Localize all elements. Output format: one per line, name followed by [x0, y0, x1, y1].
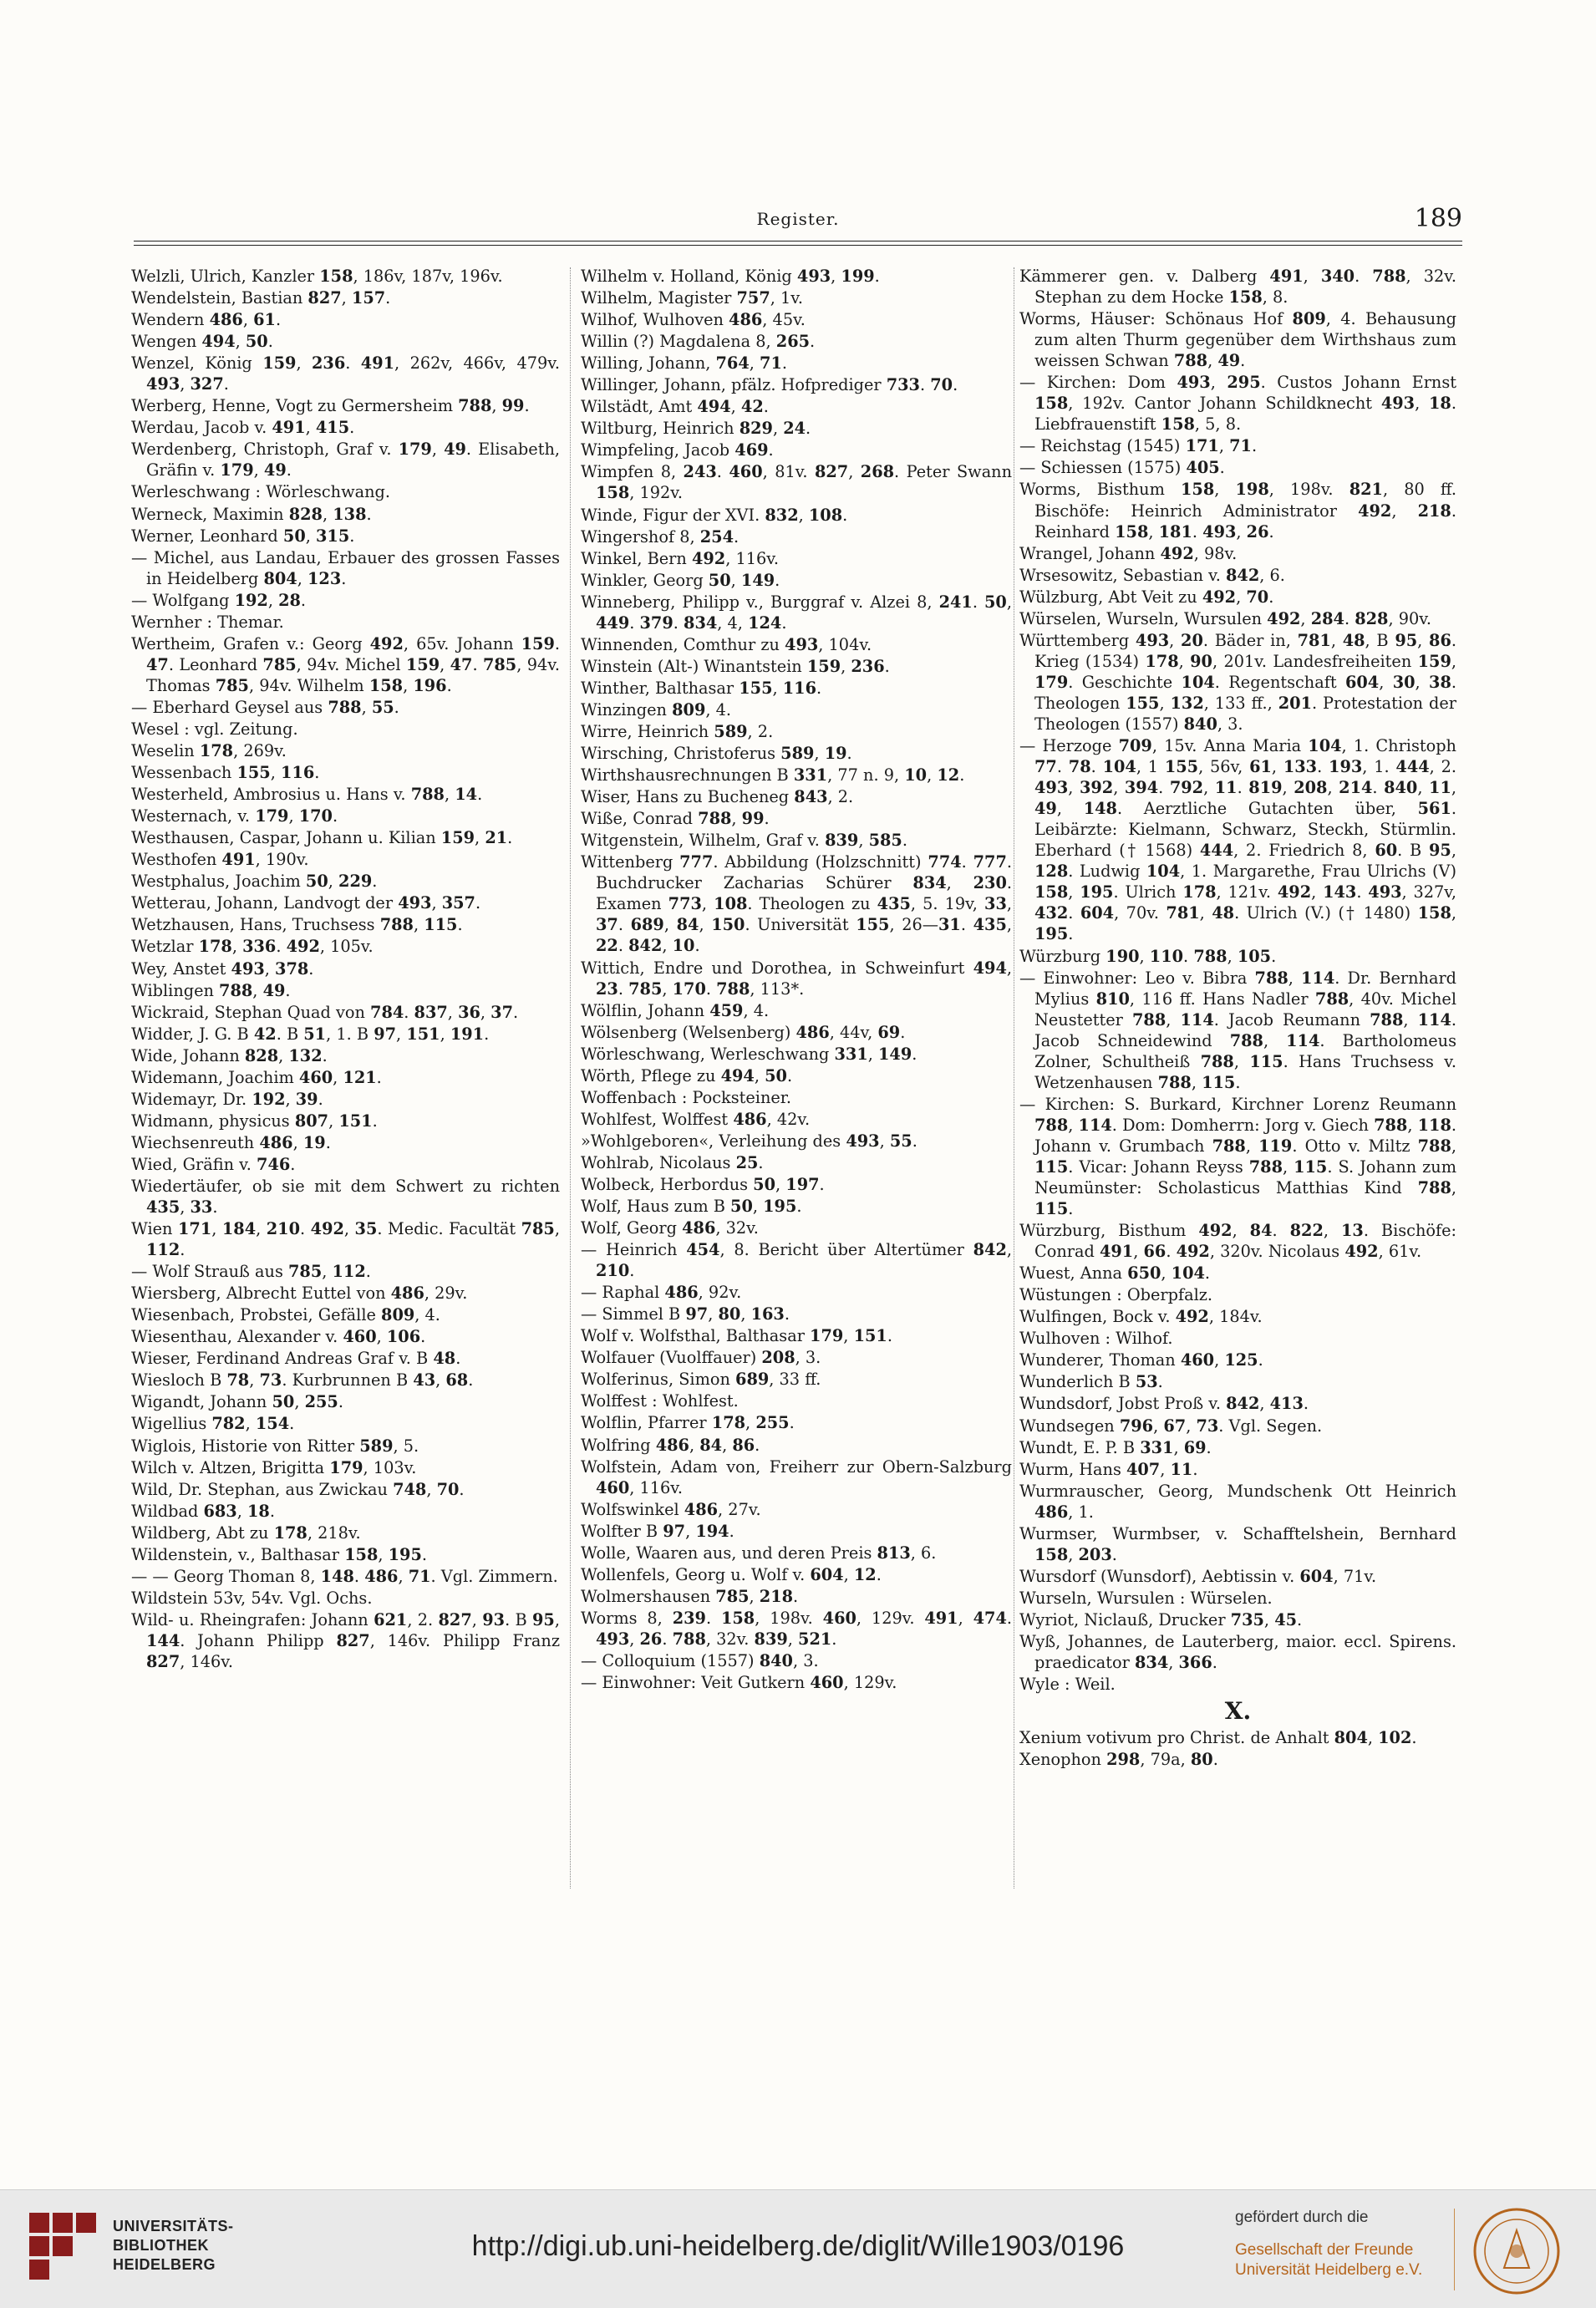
register-entry: Wollenfels, Georg u. Wolf v. 604, 12.: [581, 1564, 882, 1584]
register-entry: Worms, Häuser: Schönaus Hof 809, 4. Behausung zum alten Thurm gegenüber dem Wirthshaus zum weissen Schwan 788, 49.: [1019, 309, 1456, 371]
register-entry: Wolf, Haus zum B 50, 195.: [581, 1197, 802, 1217]
register-entry: Wolfter B 97, 194.: [581, 1521, 734, 1541]
register-entry: — Kirchen: S. Burkard, Kirchner Lorenz Reumann 788, 114. Dom: Domherrn: Jorg v. Giech 788, 118. Johann v. Grumbach 788, 119. Otto v. Miltz 788, 115. Vicar: Johann Reyss 788, 115. S. Johann zum Neumünster: Scholasticus Matthias Kind 788, 115.: [1019, 1094, 1457, 1219]
register-entry: Wilhelm v. Holland, König 493, 199.: [581, 267, 880, 286]
library-name-line: BIBLIOTHEK: [113, 2237, 209, 2254]
register-entry: Wimpfen 8, 243. 460, 81v. 827, 268. Peter Swann 158, 192v.: [581, 462, 1013, 503]
register-entry: Weselin 178, 269v.: [131, 741, 287, 761]
register-entry: Wernher : Themar.: [131, 612, 284, 632]
register-entry: — Einwohner: Leo v. Bibra 788, 114. Dr. Bernhard Mylius 810, 116 ff. Hans Nadler 788, 40v. Michel Neustetter 788, 114. Jacob Reumann 788, 114. Jacob Schneidewind 788, 114. Bartholomeus Zolner, Schultheiß 788, 115. Hans Truchsess v. Wetzenhausen 788, 115.: [1019, 968, 1457, 1092]
footer-divider: [1454, 2209, 1455, 2290]
register-entry: Wundt, E. P. B 331, 69.: [1019, 1437, 1212, 1457]
register-entry: Westhofen 491, 190v.: [131, 850, 309, 870]
register-entry: Wirsching, Christoferus 589, 19.: [581, 744, 852, 764]
register-entry: Winkler, Georg 50, 149.: [581, 570, 780, 590]
register-entry: Wittich, Endre und Dorothea, in Schweinfurt 494, 23. 785, 170. 788, 113*.: [581, 958, 1012, 999]
register-entry: — Eberhard Geysel aus 788, 55.: [131, 697, 399, 717]
register-entry: »Wohlgeboren«, Verleihung des 493, 55.: [581, 1131, 917, 1151]
register-entry: Wiblingen 788, 49.: [131, 980, 291, 1000]
register-entry: Wiesloch B 78, 73. Kurbrunnen B 43, 68.: [131, 1370, 474, 1390]
register-entry: Wickraid, Stephan Quad von 784. 837, 36, 37.: [131, 1002, 519, 1022]
register-entry: Wundsdorf, Jobst Proß v. 842, 413.: [1019, 1394, 1309, 1414]
register-entry: Wurseln, Wursulen : Würselen.: [1019, 1588, 1273, 1608]
register-section-letter: X.: [1224, 1697, 1252, 1726]
register-entry: Wiersberg, Albrecht Euttel von 486, 29v.: [131, 1284, 468, 1304]
register-entry: Wyriot, Niclauß, Drucker 735, 45.: [1019, 1609, 1303, 1629]
column-divider: [570, 267, 571, 1889]
register-entry: Wyß, Johannes, de Lauterberg, maior. eccl. Spirens. praedicator 834, 366.: [1019, 1632, 1456, 1673]
register-entry: Wyle : Weil.: [1019, 1675, 1116, 1695]
register-entry: Wilhelm, Magister 757, 1v.: [581, 288, 804, 308]
register-entry: Wendelstein, Bastian 827, 157.: [131, 288, 391, 308]
register-entry: Wetterau, Johann, Landvogt der 493, 357.: [131, 893, 481, 913]
register-entry: Witgenstein, Wilhelm, Graf v. 839, 585.: [581, 831, 907, 851]
register-entry: Wildbad 683, 18.: [131, 1501, 275, 1521]
register-entry: Wiesenthau, Alexander v. 460, 106.: [131, 1327, 426, 1347]
sponsor-text: gefördert durch die: [1235, 2209, 1369, 2226]
register-entry: Wulhoven : Wilhof.: [1019, 1329, 1173, 1349]
register-entry: Willinger, Johann, pfälz. Hofprediger 733. 70.: [581, 375, 958, 395]
register-entry: Wetzlar 178, 336. 492, 105v.: [131, 937, 374, 957]
register-entry: Wolferinus, Simon 689, 33 ff.: [581, 1370, 821, 1390]
register-entry: Westhausen, Caspar, Johann u. Kilian 159, 21.: [131, 828, 513, 848]
register-entry: Wrangel, Johann 492, 98v.: [1019, 543, 1238, 563]
register-entry: Wirre, Heinrich 589, 2.: [581, 721, 774, 741]
register-entry: Würzburg 190, 110. 788, 105.: [1019, 946, 1277, 966]
register-entry: Worms 8, 239. 158, 198v. 460, 129v. 491, 474. 493, 26. 788, 32v. 839, 521.: [581, 1608, 1013, 1649]
register-entry: Württemberg 493, 20. Bäder in, 781, 48, B 95, 86. Krieg (1534) 178, 90, 201v. Landesfreiheiten 159, 179. Geschichte 104. Regentschaft 604, 30, 38. Theologen 155, 132, 133 ff., 201. Protestation der Theologen (1557) 840, 3.: [1019, 630, 1457, 734]
register-entry: Wendern 486, 61.: [131, 310, 282, 330]
register-entry: Wirthshausrechnungen B 331, 77 n. 9, 10, 12.: [581, 765, 965, 785]
register-entry: Widemayr, Dr. 192, 39.: [131, 1089, 323, 1109]
register-entry: Wittenberg 777. Abbildung (Holzschnitt) 774. 777. Buchdrucker Zacharias Schürer 834, 230. Examen 773, 108. Theologen zu 435, 5. 19v, 33, 37. 689, 84, 150. Universität 155, 26—31. 435, 22. 842, 10.: [581, 852, 1013, 956]
register-entry: Wiße, Conrad 788, 99.: [581, 809, 770, 829]
register-entry: Wilch v. Altzen, Brigitta 179, 103v.: [131, 1457, 417, 1477]
register-entry: Wildenstein, v., Balthasar 158, 195.: [131, 1544, 428, 1564]
register-entry: Winzingen 809, 4.: [581, 699, 732, 719]
library-name-line: UNIVERSITÄTS-: [113, 2218, 234, 2234]
register-entry: Winde, Figur der XVI. 832, 108.: [581, 505, 848, 525]
register-entry: Wunderer, Thoman 460, 125.: [1019, 1350, 1263, 1370]
register-entry: Welzli, Ulrich, Kanzler 158, 186v, 187v, 196v.: [131, 267, 503, 286]
register-entry: Wolbeck, Herbordus 50, 197.: [581, 1174, 825, 1194]
register-entry: Wurm, Hans 407, 11.: [1019, 1459, 1198, 1479]
register-entry: — Heinrich 454, 8. Bericht über Altertümer 842, 210.: [581, 1240, 1012, 1281]
register-column-2: [581, 266, 1012, 1694]
register-entry: Werner, Leonhard 50, 315.: [131, 526, 355, 546]
register-entry: Würzburg, Bisthum 492, 84. 822, 13. Bischöfe: Conrad 491, 66. 492, 320v. Nicolaus 492, 61v.: [1019, 1221, 1457, 1262]
register-entry: Wesel : vgl. Zeitung.: [131, 719, 298, 739]
register-entry: Wolfstein, Adam von, Freiherr zur Obern-Salzburg 460, 116v.: [581, 1456, 1012, 1497]
register-entry: Wiechsenreuth 486, 19.: [131, 1132, 331, 1152]
register-entry: Wertheim, Grafen v.: Georg 492, 65v. Johann 159. 47. Leonhard 785, 94v. Michel 159, 47. 785, 94v. Thomas 785, 94v. Wilhelm 158, 196.: [131, 633, 560, 695]
header-rule-bottom: [134, 245, 1462, 246]
register-entry: Widder, J. G. B 42. B 51, 1. B 97, 151, 191.: [131, 1024, 490, 1044]
digitization-footer: [0, 2189, 1596, 2308]
register-entry: Wölflin, Johann 459, 4.: [581, 1000, 770, 1020]
register-entry: — Kirchen: Dom 493, 295. Custos Johann Ernst 158, 192v. Cantor Johann Schildknecht 493, 18. Liebfrauenstift 158, 5, 8.: [1019, 373, 1456, 435]
register-entry: — Wolfgang 192, 28.: [131, 590, 307, 610]
register-entry: Wolfring 486, 84, 86.: [581, 1435, 760, 1455]
register-entry: Willin (?) Magdalena 8, 265.: [581, 332, 816, 352]
society-name-line: Gesellschaft der Freunde: [1235, 2241, 1414, 2259]
register-entry: Wigandt, Johann 50, 255.: [131, 1392, 343, 1412]
register-column-3: [1019, 266, 1456, 1771]
register-entry: Woffenbach : Pocksteiner.: [581, 1087, 792, 1107]
register-entry: Wingershof 8, 254.: [581, 526, 740, 546]
register-entry: Wiedertäufer, ob sie mit dem Schwert zu richten 435, 33.: [131, 1176, 560, 1218]
university-seal-icon: [1471, 2205, 1563, 2297]
register-entry: Willing, Johann, 764, 71.: [581, 353, 788, 374]
register-entry: Wülzburg, Abt Veit zu 492, 70.: [1019, 587, 1274, 607]
register-entry: Wessenbach 155, 116.: [131, 763, 320, 783]
register-entry: Wieser, Ferdinand Andreas Graf v. B 48.: [131, 1349, 461, 1369]
register-entry: Winkel, Bern 492, 116v.: [581, 548, 779, 568]
register-entry: — Herzoge 709, 15v. Anna Maria 104, 1. Christoph 77. 78. 104, 1 155, 56v, 61, 133. 193, 1. 444, 2. 493, 392, 394. 792, 11. 819, 208, 214. 840, 11, 49, 148. Aerztliche Gutachten über, 561. Leibärzte: Kielmann, Schwarz, Steckh, Stürmlin. Eberhard († 1568) 444, 2. Friedrich 8, 60. B 95, 128. Ludwig 104, 1. Margarethe, Frau Ulrichs (V) 158, 195. Ulrich 178, 121v. 492, 143. 493, 327v, 432. 604, 70v. 781, 48. Ulrich (V.) († 1480) 158, 195.: [1019, 736, 1457, 944]
register-entry: Winstein (Alt-) Winantstein 159, 236.: [581, 656, 890, 676]
register-entry: Werberg, Henne, Vogt zu Germersheim 788, 99.: [131, 396, 530, 416]
register-entry: Werleschwang : Wörleschwang.: [131, 482, 390, 502]
register-entry: Wild, Dr. Stephan, aus Zwickau 748, 70.: [131, 1479, 465, 1499]
register-entry: — Einwohner: Veit Gutkern 460, 129v.: [581, 1673, 897, 1693]
register-entry: Würselen, Wurseln, Wursulen 492, 284. 828, 90v.: [1019, 608, 1431, 628]
register-entry: Wenzel, König 159, 236. 491, 262v, 466v, 479v. 493, 327.: [131, 353, 560, 394]
register-entry: Kämmerer gen. v. Dalberg 491, 340. 788, 32v. Stephan zu dem Hocke 158, 8.: [1019, 267, 1456, 308]
register-entry: Wolle, Waaren aus, und deren Preis 813, 6.: [581, 1543, 937, 1563]
register-entry: Wüstungen : Oberpfalz.: [1019, 1285, 1213, 1305]
page-header: [134, 204, 1462, 242]
register-entry: Wurmser, Wurmbser, v. Schafftelshein, Bernhard 158, 203.: [1019, 1523, 1456, 1564]
register-entry: Wuest, Anna 650, 104.: [1019, 1263, 1211, 1284]
register-entry: — Reichstag (1545) 171, 71.: [1019, 436, 1258, 456]
register-entry: Werdenberg, Christoph, Graf v. 179, 49. Elisabeth, Gräfin v. 179, 49.: [131, 440, 560, 480]
register-entry: — Colloquium (1557) 840, 3.: [581, 1651, 819, 1670]
page-number: 189: [1414, 204, 1462, 233]
register-entry: Wilstädt, Amt 494, 42.: [581, 397, 769, 417]
register-entry: Wildberg, Abt zu 178, 218v.: [131, 1523, 361, 1543]
register-entry: Wolf v. Wolfsthal, Balthasar 179, 151.: [581, 1326, 892, 1346]
register-entry: Winnenden, Comthur zu 493, 104v.: [581, 634, 872, 654]
register-entry: Wimpfeling, Jacob 469.: [581, 440, 774, 460]
register-entry: Wörleschwang, Werleschwang 331, 149.: [581, 1044, 917, 1064]
library-name-line: HEIDELBERG: [113, 2256, 216, 2273]
register-entry: Winther, Balthasar 155, 116.: [581, 678, 822, 698]
register-entry: Widmann, physicus 807, 151.: [131, 1111, 378, 1131]
register-entry: Wolf, Georg 486, 32v.: [581, 1218, 759, 1238]
register-entry: — Schiessen (1575) 405.: [1019, 458, 1225, 478]
register-entry: Wolfauer (Vuolffauer) 208, 3.: [581, 1348, 821, 1368]
register-entry: Westphalus, Joachim 50, 229.: [131, 872, 378, 892]
register-entry: Wunderlich B 53.: [1019, 1372, 1163, 1392]
register-entry: Westernach, v. 179, 170.: [131, 806, 338, 826]
register-column-1: [131, 266, 560, 1673]
register-entry: Wundsegen 796, 67, 73. Vgl. Segen.: [1019, 1416, 1323, 1436]
register-entry: — Michel, aus Landau, Erbauer des grossen Fasses in Heidelberg 804, 123.: [131, 547, 560, 588]
register-entry: — Raphal 486, 92v.: [581, 1283, 742, 1303]
register-entry: Widemann, Joachim 460, 121.: [131, 1067, 382, 1087]
register-entry: Wölsenberg (Welsenberg) 486, 44v, 69.: [581, 1022, 906, 1042]
register-entry: Wild- u. Rheingrafen: Johann 621, 2. 827, 93. B 95, 144. Johann Philipp 827, 146v. Philipp Franz 827, 146v.: [131, 1609, 560, 1671]
register-entry: Wiesenbach, Probstei, Gefälle 809, 4.: [131, 1305, 440, 1325]
register-entry: Wolflin, Pfarrer 178, 255.: [581, 1413, 795, 1433]
register-entry: Xenophon 298, 79a, 80.: [1019, 1750, 1218, 1770]
permalink-url[interactable]: http://digi.ub.uni-heidelberg.de/diglit/Wille1903/0196: [471, 2230, 1125, 2262]
register-entry: — Wolf Strauß aus 785, 112.: [131, 1262, 371, 1282]
register-entry: Wolmershausen 785, 218.: [581, 1586, 799, 1606]
register-entry: Wigellius 782, 154.: [131, 1414, 295, 1434]
register-entry: Wilhof, Wulhoven 486, 45v.: [581, 310, 806, 330]
register-entry: Wiser, Hans zu Bucheneg 843, 2.: [581, 787, 854, 807]
register-entry: Wetzhausen, Hans, Truchsess 788, 115.: [131, 915, 463, 935]
register-entry: Wohlfest, Wolffest 486, 42v.: [581, 1109, 811, 1129]
society-name-line: Universität Heidelberg e.V.: [1235, 2261, 1423, 2279]
register-entry: Wied, Gräfin v. 746.: [131, 1154, 296, 1174]
register-entry: Wrsesowitz, Sebastian v. 842, 6.: [1019, 565, 1285, 585]
register-entry: Wulfingen, Bock v. 492, 184v.: [1019, 1307, 1263, 1327]
register-entry: Wien 171, 184, 210. 492, 35. Medic. Facultät 785, 112.: [131, 1219, 560, 1260]
register-entry: Wengen 494, 50.: [131, 332, 273, 352]
register-entry: Worms, Bisthum 158, 198, 198v. 821, 80 ff. Bischöfe: Heinrich Administrator 492, 218. Reinhard 158, 181. 493, 26.: [1019, 480, 1456, 541]
register-entry: Wurmrauscher, Georg, Mundschenk Ott Heinrich 486, 1.: [1019, 1481, 1456, 1522]
register-entry: Wolfswinkel 486, 27v.: [581, 1499, 761, 1519]
register-entry: — — Georg Thoman 8, 148. 486, 71. Vgl. Zimmern.: [131, 1566, 558, 1586]
register-entry: — Simmel B 97, 80, 163.: [581, 1304, 790, 1324]
register-entry: Winneberg, Philipp v., Burggraf v. Alzei 8, 241. 50, 449. 379. 834, 4, 124.: [581, 592, 1012, 633]
register-entry: Wey, Anstet 493, 378.: [131, 958, 314, 979]
register-entry: Xenium votivum pro Christ. de Anhalt 804, 102.: [1019, 1728, 1417, 1748]
register-entry: Wide, Johann 828, 132.: [131, 1045, 328, 1065]
society-name: [1235, 2240, 1422, 2280]
register-entry: Werdau, Jacob v. 491, 415.: [131, 418, 355, 438]
register-entry: Wiglois, Historie von Ritter 589, 5.: [131, 1436, 419, 1456]
register-entry: Westerheld, Ambrosius u. Hans v. 788, 14.: [131, 785, 483, 805]
register-entry: Werneck, Maximin 828, 138.: [131, 504, 372, 524]
page-running-title: Register.: [756, 209, 840, 229]
register-entry: Wörth, Pflege zu 494, 50.: [581, 1065, 793, 1085]
register-entry: Wiltburg, Heinrich 829, 24.: [581, 419, 811, 439]
register-entry: Wildstein 53v, 54v. Vgl. Ochs.: [131, 1588, 373, 1608]
register-entry: Wohlrab, Nicolaus 25.: [581, 1152, 764, 1172]
register-entry: Wolffest : Wohlfest.: [581, 1391, 739, 1411]
register-entry: Wursdorf (Wunsdorf), Aebtissin v. 604, 71v.: [1019, 1566, 1377, 1586]
